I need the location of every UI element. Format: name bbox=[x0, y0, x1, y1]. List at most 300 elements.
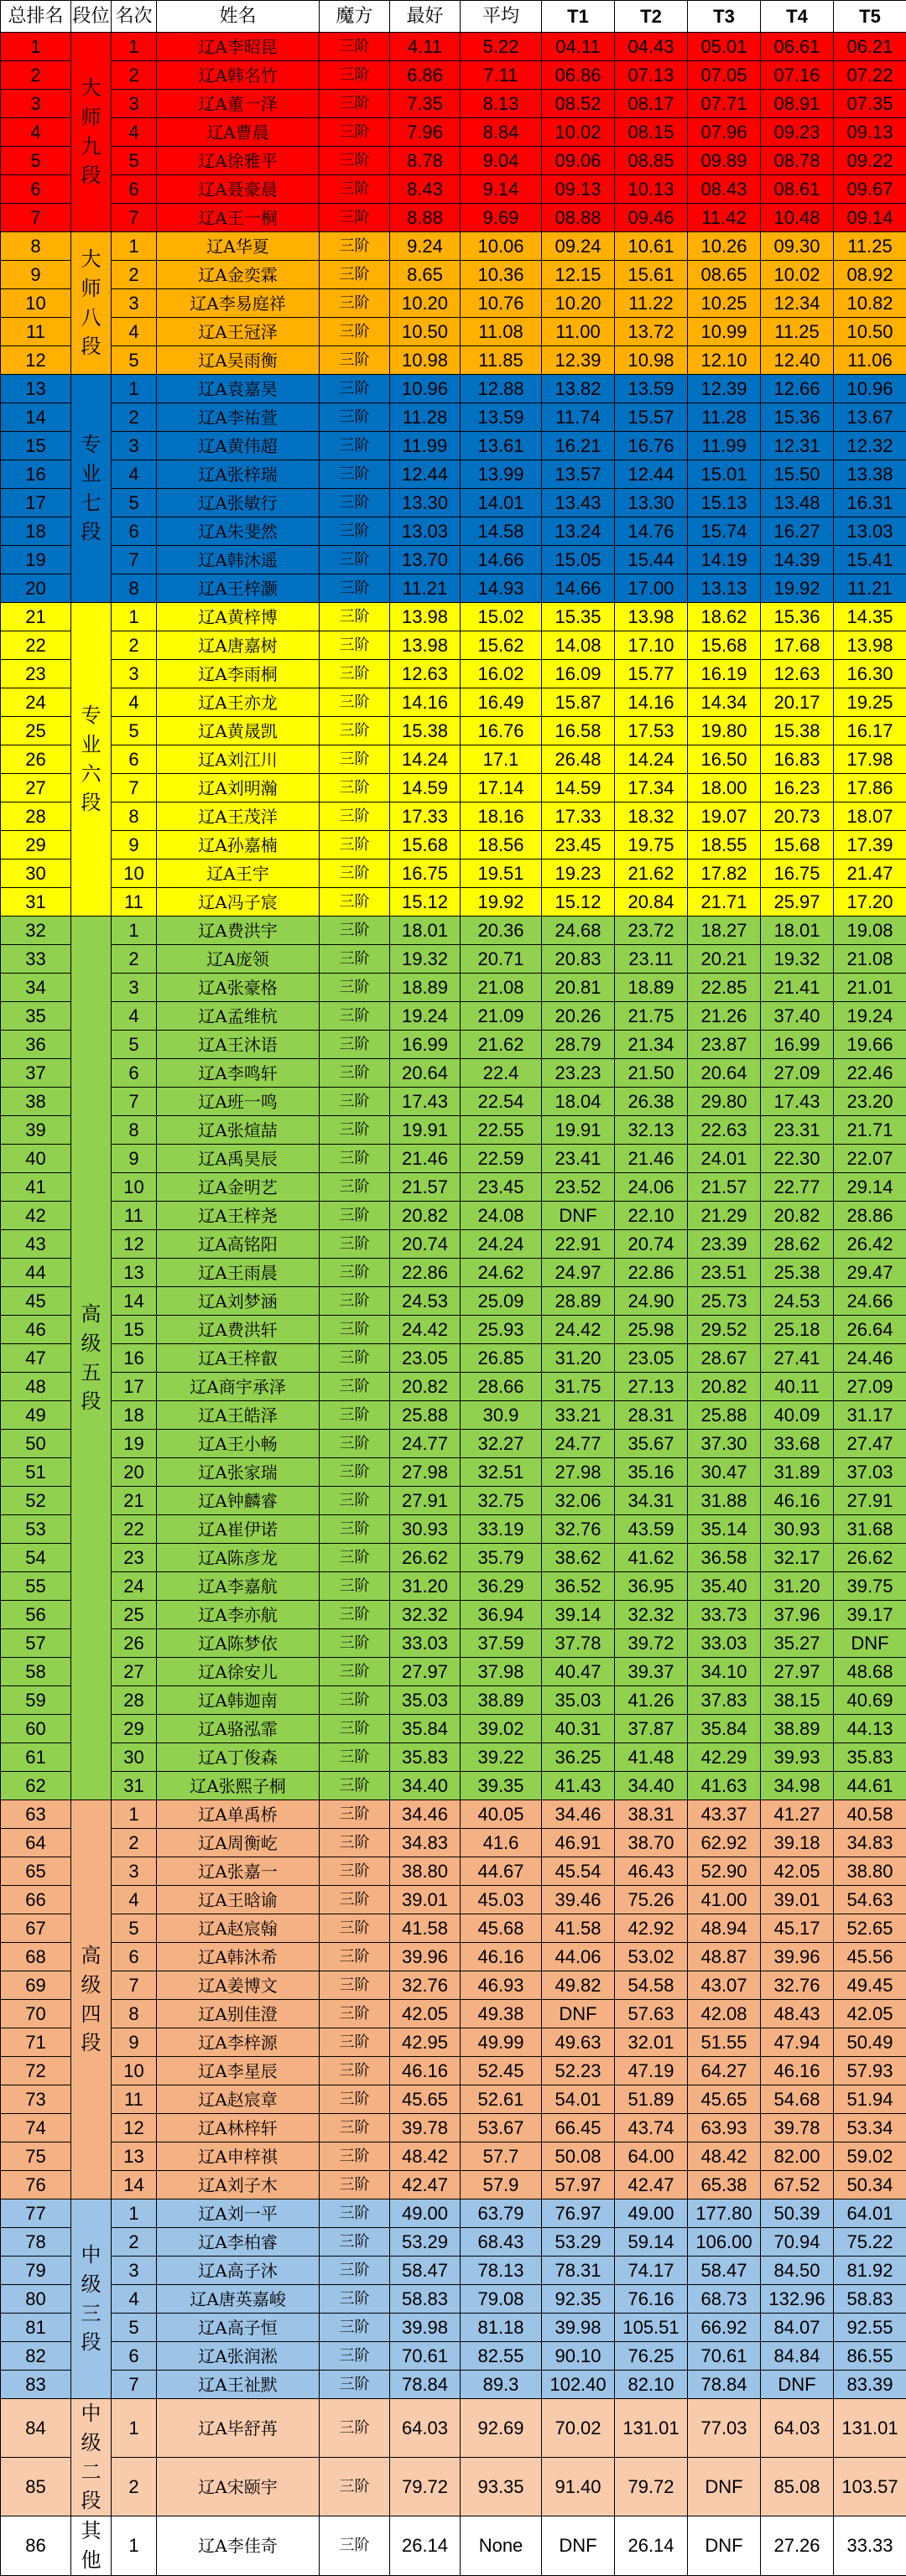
cell-t3: 35.84 bbox=[688, 1715, 761, 1743]
tier-label bbox=[71, 232, 112, 375]
cell-puzzle: 三阶 bbox=[320, 2516, 390, 2576]
cell-best: 24.77 bbox=[390, 1430, 461, 1458]
cell-name: 辽A李易庭祥 bbox=[157, 289, 320, 318]
table-row bbox=[1, 860, 906, 888]
cell-puzzle: 三阶 bbox=[320, 517, 390, 546]
cell-t1: 92.35 bbox=[542, 2285, 615, 2314]
tier-label bbox=[71, 2516, 112, 2576]
cell-place: 3 bbox=[112, 289, 157, 318]
table-row bbox=[1, 2085, 906, 2114]
cell-t1: 40.31 bbox=[542, 1715, 615, 1743]
cell-name: 辽A林梓轩 bbox=[157, 2114, 320, 2142]
cell-best: 11.28 bbox=[390, 403, 461, 432]
cell-average: 24.08 bbox=[461, 1202, 542, 1230]
cell-name: 辽A孟维杭 bbox=[157, 1002, 320, 1031]
header-average: 平均 bbox=[461, 1, 542, 33]
cell-puzzle: 三阶 bbox=[320, 1173, 390, 1202]
cell-puzzle: 三阶 bbox=[320, 2399, 390, 2458]
cell-t5: 39.17 bbox=[834, 1601, 906, 1629]
cell-overall-rank: 59 bbox=[1, 1686, 71, 1715]
cell-name: 辽A唐英嘉峻 bbox=[157, 2285, 320, 2314]
cell-t1: 36.52 bbox=[542, 1572, 615, 1601]
cell-t5: 17.86 bbox=[834, 774, 906, 802]
cell-t5: 27.91 bbox=[834, 1487, 906, 1515]
cell-average: 17.14 bbox=[461, 774, 542, 802]
cell-name: 辽A韩沐希 bbox=[157, 1943, 320, 1971]
cell-average: 39.02 bbox=[461, 1715, 542, 1743]
cell-t1: 49.63 bbox=[542, 2028, 615, 2057]
cell-name: 辽A王一桐 bbox=[157, 204, 320, 232]
cell-average: 10.06 bbox=[461, 232, 542, 261]
cell-t1: 24.68 bbox=[542, 917, 615, 945]
table-row bbox=[1, 974, 906, 1002]
cell-best: 32.76 bbox=[390, 1971, 461, 2000]
cell-t1: 16.58 bbox=[542, 717, 615, 745]
cell-name: 辽A刘一平 bbox=[157, 2199, 320, 2228]
cell-t1: 45.54 bbox=[542, 1857, 615, 1886]
cell-name: 辽A高子恒 bbox=[157, 2314, 320, 2342]
cell-name: 辽A李佳奇 bbox=[157, 2516, 320, 2576]
cell-t5: 08.92 bbox=[834, 261, 906, 289]
cell-name: 辽A徐雅平 bbox=[157, 147, 320, 175]
cell-t5: 09.14 bbox=[834, 204, 906, 232]
cell-best: 64.03 bbox=[390, 2399, 461, 2458]
cell-puzzle: 三阶 bbox=[320, 1230, 390, 1259]
cell-t3: 20.64 bbox=[688, 1059, 761, 1088]
cell-t3: 15.01 bbox=[688, 460, 761, 489]
cell-best: 34.46 bbox=[390, 1800, 461, 1829]
cell-t5: 39.75 bbox=[834, 1572, 906, 1601]
cell-puzzle: 三阶 bbox=[320, 1401, 390, 1430]
table-row bbox=[1, 1601, 906, 1629]
cell-t3: 15.74 bbox=[688, 517, 761, 546]
cell-puzzle: 三阶 bbox=[320, 1031, 390, 1059]
cell-puzzle: 三阶 bbox=[320, 1259, 390, 1287]
table-row bbox=[1, 802, 906, 831]
cell-t5: 10.82 bbox=[834, 289, 906, 318]
cell-t3: 48.42 bbox=[688, 2142, 761, 2171]
cell-name: 辽A黄伟超 bbox=[157, 432, 320, 460]
cell-average: 30.9 bbox=[461, 1401, 542, 1430]
cell-t3: 21.26 bbox=[688, 1002, 761, 1031]
cell-t1: DNF bbox=[542, 1202, 615, 1230]
cell-t2: 18.32 bbox=[615, 802, 688, 831]
cell-t5: 11.25 bbox=[834, 232, 906, 261]
cell-overall-rank: 70 bbox=[1, 2000, 71, 2028]
cell-t1: 27.98 bbox=[542, 1458, 615, 1487]
cell-best: 18.89 bbox=[390, 974, 461, 1002]
cell-t5: 26.64 bbox=[834, 1316, 906, 1344]
cell-t5: 17.98 bbox=[834, 745, 906, 774]
cell-puzzle: 三阶 bbox=[320, 1572, 390, 1601]
cell-t3: 07.96 bbox=[688, 118, 761, 147]
cell-t5: 50.34 bbox=[834, 2171, 906, 2199]
cell-t3: 09.89 bbox=[688, 147, 761, 175]
cell-puzzle: 三阶 bbox=[320, 118, 390, 147]
cell-t4: 27.09 bbox=[761, 1059, 834, 1088]
cell-name: 辽A王亦龙 bbox=[157, 688, 320, 717]
cell-average: 38.89 bbox=[461, 1686, 542, 1715]
cell-t2: 42.47 bbox=[615, 2171, 688, 2199]
cell-t4: 84.50 bbox=[761, 2257, 834, 2285]
cell-name: 辽A宋颐宇 bbox=[157, 2458, 320, 2516]
cell-average: 15.02 bbox=[461, 603, 542, 631]
header-name: 姓名 bbox=[157, 1, 320, 33]
cell-place: 31 bbox=[112, 1772, 157, 1800]
cell-name: 辽A袁嘉昊 bbox=[157, 375, 320, 403]
cell-name: 辽A冯子宸 bbox=[157, 888, 320, 917]
cell-name: 辽A黄梓博 bbox=[157, 603, 320, 631]
cell-best: 13.30 bbox=[390, 489, 461, 517]
cell-t1: 11.00 bbox=[542, 318, 615, 346]
tier-label-char: 大 bbox=[79, 245, 104, 274]
cell-name: 辽A赵宸章 bbox=[157, 2085, 320, 2114]
cell-puzzle: 三阶 bbox=[320, 489, 390, 517]
cell-best: 53.29 bbox=[390, 2228, 461, 2257]
cell-place: 30 bbox=[112, 1743, 157, 1772]
table-row bbox=[1, 289, 906, 318]
cell-name: 辽A刘江川 bbox=[157, 745, 320, 774]
cell-overall-rank: 52 bbox=[1, 1487, 71, 1515]
cell-t3: 43.37 bbox=[688, 1800, 761, 1829]
cell-average: 20.36 bbox=[461, 917, 542, 945]
cell-t4: 85.08 bbox=[761, 2458, 834, 2516]
cell-puzzle: 三阶 bbox=[320, 945, 390, 974]
cell-overall-rank: 58 bbox=[1, 1658, 71, 1686]
cell-t4: 28.62 bbox=[761, 1230, 834, 1259]
cell-overall-rank: 77 bbox=[1, 2199, 71, 2228]
cell-average: 52.45 bbox=[461, 2057, 542, 2085]
cell-name: 辽A王皓泽 bbox=[157, 1401, 320, 1430]
header-place: 名次 bbox=[112, 1, 157, 33]
table-row bbox=[1, 1772, 906, 1800]
cell-t4: 10.48 bbox=[761, 204, 834, 232]
cell-t1: 14.08 bbox=[542, 631, 615, 660]
cell-t2: 21.46 bbox=[615, 1145, 688, 1173]
cell-name: 辽A王茂洋 bbox=[157, 802, 320, 831]
cell-place: 12 bbox=[112, 2114, 157, 2142]
cell-best: 45.65 bbox=[390, 2085, 461, 2114]
cell-name: 辽A张煊喆 bbox=[157, 1116, 320, 1145]
cell-overall-rank: 31 bbox=[1, 888, 71, 917]
cell-average: 10.76 bbox=[461, 289, 542, 318]
tier-label bbox=[71, 375, 112, 603]
cell-puzzle: 三阶 bbox=[320, 318, 390, 346]
cell-t2: 25.98 bbox=[615, 1316, 688, 1344]
table-row bbox=[1, 1259, 906, 1287]
cell-place: 6 bbox=[112, 1059, 157, 1088]
cell-t3: 12.10 bbox=[688, 346, 761, 375]
cell-place: 7 bbox=[112, 2371, 157, 2399]
cell-name: 辽A骆泓霏 bbox=[157, 1715, 320, 1743]
cell-puzzle: 三阶 bbox=[320, 1145, 390, 1173]
cell-t3: 21.29 bbox=[688, 1202, 761, 1230]
cell-t1: 78.31 bbox=[542, 2257, 615, 2285]
cell-best: 7.35 bbox=[390, 90, 461, 118]
cell-t4: 27.41 bbox=[761, 1344, 834, 1373]
cell-t2: 17.53 bbox=[615, 717, 688, 745]
tier-label-char: 级 bbox=[79, 2428, 104, 2458]
cell-puzzle: 三阶 bbox=[320, 831, 390, 860]
cell-t2: 36.95 bbox=[615, 1572, 688, 1601]
tier-label bbox=[71, 1800, 112, 2199]
tier-label-char: 中 bbox=[79, 2241, 104, 2270]
cell-name: 辽A费洪宇 bbox=[157, 917, 320, 945]
cell-place: 1 bbox=[112, 1800, 157, 1829]
cell-t5: 19.66 bbox=[834, 1031, 906, 1059]
cell-t2: 12.44 bbox=[615, 460, 688, 489]
cell-name: 辽A李亦航 bbox=[157, 1601, 320, 1629]
cell-overall-rank: 48 bbox=[1, 1373, 71, 1401]
cell-t4: 37.40 bbox=[761, 1002, 834, 1031]
cell-t1: 37.78 bbox=[542, 1629, 615, 1658]
cell-best: 19.91 bbox=[390, 1116, 461, 1145]
cell-t3: 23.51 bbox=[688, 1259, 761, 1287]
table-row bbox=[1, 1458, 906, 1487]
cell-place: 4 bbox=[112, 318, 157, 346]
cell-t4: 82.00 bbox=[761, 2142, 834, 2171]
cell-overall-rank: 83 bbox=[1, 2371, 71, 2399]
table-row bbox=[1, 232, 906, 261]
table-row bbox=[1, 204, 906, 232]
cell-t5: 13.03 bbox=[834, 517, 906, 546]
cell-puzzle: 三阶 bbox=[320, 1373, 390, 1401]
tier-label-char: 段 bbox=[79, 788, 104, 818]
cell-t4: 39.18 bbox=[761, 1829, 834, 1857]
header-t1: T1 bbox=[542, 1, 615, 33]
cell-average: 63.79 bbox=[461, 2199, 542, 2228]
cell-t3: 177.80 bbox=[688, 2199, 761, 2228]
cell-t3: 52.90 bbox=[688, 1857, 761, 1886]
cell-t4: 10.02 bbox=[761, 261, 834, 289]
table-row bbox=[1, 1202, 906, 1230]
cell-t3: 43.07 bbox=[688, 1971, 761, 2000]
cell-t1: 10.20 bbox=[542, 289, 615, 318]
cell-best: 42.47 bbox=[390, 2171, 461, 2199]
header-puzzle: 魔方 bbox=[320, 1, 390, 33]
cell-overall-rank: 67 bbox=[1, 1914, 71, 1943]
cell-name: 辽A班一鸣 bbox=[157, 1088, 320, 1116]
cell-place: 4 bbox=[112, 118, 157, 147]
cell-t3: 58.47 bbox=[688, 2257, 761, 2285]
cell-t5: 29.14 bbox=[834, 1173, 906, 1202]
cell-t1: 76.97 bbox=[542, 2199, 615, 2228]
cell-t1: 91.40 bbox=[542, 2458, 615, 2516]
cell-t3: 10.25 bbox=[688, 289, 761, 318]
cell-name: 辽A陈彦龙 bbox=[157, 1544, 320, 1572]
cell-t1: 09.06 bbox=[542, 147, 615, 175]
table-row bbox=[1, 1857, 906, 1886]
cell-t5: 21.71 bbox=[834, 1116, 906, 1145]
cell-place: 7 bbox=[112, 774, 157, 802]
cell-best: 4.11 bbox=[390, 33, 461, 61]
cell-t5: 09.13 bbox=[834, 118, 906, 147]
cell-t1: 20.81 bbox=[542, 974, 615, 1002]
cell-t4: 27.97 bbox=[761, 1658, 834, 1686]
cell-overall-rank: 42 bbox=[1, 1202, 71, 1230]
cell-overall-rank: 3 bbox=[1, 90, 71, 118]
cell-puzzle: 三阶 bbox=[320, 2371, 390, 2399]
cell-name: 辽A张梓瑞 bbox=[157, 460, 320, 489]
cell-puzzle: 三阶 bbox=[320, 917, 390, 945]
cell-name: 辽A高子沐 bbox=[157, 2257, 320, 2285]
cell-puzzle: 三阶 bbox=[320, 2342, 390, 2371]
cell-average: 57.7 bbox=[461, 2142, 542, 2171]
cell-best: 49.00 bbox=[390, 2199, 461, 2228]
cell-place: 4 bbox=[112, 688, 157, 717]
table-row bbox=[1, 2142, 906, 2171]
cell-puzzle: 三阶 bbox=[320, 375, 390, 403]
cell-place: 5 bbox=[112, 147, 157, 175]
cell-puzzle: 三阶 bbox=[320, 1059, 390, 1088]
cell-t4: 64.03 bbox=[761, 2399, 834, 2458]
tier-label-char: 师 bbox=[79, 103, 104, 132]
cell-t4: 54.68 bbox=[761, 2085, 834, 2114]
cell-t5: 64.01 bbox=[834, 2199, 906, 2228]
cell-overall-rank: 51 bbox=[1, 1458, 71, 1487]
cell-puzzle: 三阶 bbox=[320, 745, 390, 774]
cell-puzzle: 三阶 bbox=[320, 2085, 390, 2114]
cell-t2: 15.57 bbox=[615, 403, 688, 432]
cell-t2: 43.74 bbox=[615, 2114, 688, 2142]
cell-average: 32.27 bbox=[461, 1430, 542, 1458]
cell-average: 49.99 bbox=[461, 2028, 542, 2057]
cell-t5: 49.45 bbox=[834, 1971, 906, 2000]
cell-t3: 51.55 bbox=[688, 2028, 761, 2057]
cell-best: 35.03 bbox=[390, 1686, 461, 1715]
cell-average: 33.19 bbox=[461, 1515, 542, 1544]
cell-puzzle: 三阶 bbox=[320, 2142, 390, 2171]
tier-label bbox=[71, 33, 112, 232]
cell-overall-rank: 5 bbox=[1, 147, 71, 175]
cell-overall-rank: 79 bbox=[1, 2257, 71, 2285]
cell-place: 3 bbox=[112, 974, 157, 1002]
cell-t2: 76.25 bbox=[615, 2342, 688, 2371]
cell-t2: 13.30 bbox=[615, 489, 688, 517]
cell-best: 8.65 bbox=[390, 261, 461, 289]
cell-overall-rank: 84 bbox=[1, 2399, 71, 2458]
cell-average: 93.35 bbox=[461, 2458, 542, 2516]
cell-t1: 16.21 bbox=[542, 432, 615, 460]
cell-t1: 16.09 bbox=[542, 660, 615, 688]
cell-t2: 57.63 bbox=[615, 2000, 688, 2028]
cell-t1: 15.05 bbox=[542, 546, 615, 574]
cell-t2: 41.26 bbox=[615, 1686, 688, 1715]
cell-t4: 84.07 bbox=[761, 2314, 834, 2342]
cell-puzzle: 三阶 bbox=[320, 1316, 390, 1344]
cell-t1: 39.98 bbox=[542, 2314, 615, 2342]
table-row bbox=[1, 688, 906, 717]
cell-name: 辽A孙嘉楠 bbox=[157, 831, 320, 860]
cell-t5: 40.69 bbox=[834, 1686, 906, 1715]
tier-label-char: 高 bbox=[79, 1941, 104, 1971]
cell-name: 辽A黄晟凯 bbox=[157, 717, 320, 745]
cell-average: 57.9 bbox=[461, 2171, 542, 2199]
table-row bbox=[1, 1230, 906, 1259]
table-row bbox=[1, 1800, 906, 1829]
cell-t3: 19.80 bbox=[688, 717, 761, 745]
cell-t3: 106.00 bbox=[688, 2228, 761, 2257]
cell-best: 46.16 bbox=[390, 2057, 461, 2085]
tier-label-char: 他 bbox=[79, 2546, 104, 2575]
cell-t3: 19.07 bbox=[688, 802, 761, 831]
cell-t5: 59.02 bbox=[834, 2142, 906, 2171]
cell-best: 23.05 bbox=[390, 1344, 461, 1373]
cell-average: 19.51 bbox=[461, 860, 542, 888]
cell-overall-rank: 44 bbox=[1, 1259, 71, 1287]
cell-name: 辽A丁俊森 bbox=[157, 1743, 320, 1772]
cell-average: 11.08 bbox=[461, 318, 542, 346]
cell-t1: 18.04 bbox=[542, 1088, 615, 1116]
cell-puzzle: 三阶 bbox=[320, 1914, 390, 1943]
cell-best: 14.24 bbox=[390, 745, 461, 774]
cell-place: 5 bbox=[112, 489, 157, 517]
cell-place: 4 bbox=[112, 2285, 157, 2314]
cell-t3: 66.92 bbox=[688, 2314, 761, 2342]
cell-t4: 12.34 bbox=[761, 289, 834, 318]
cell-average: 37.59 bbox=[461, 1629, 542, 1658]
cell-t3: 37.83 bbox=[688, 1686, 761, 1715]
cell-overall-rank: 74 bbox=[1, 2114, 71, 2142]
cell-t5: 09.22 bbox=[834, 147, 906, 175]
cell-t4: 16.27 bbox=[761, 517, 834, 546]
table-row bbox=[1, 660, 906, 688]
cell-t2: 18.89 bbox=[615, 974, 688, 1002]
cell-t3: 21.57 bbox=[688, 1173, 761, 1202]
table-row bbox=[1, 1116, 906, 1145]
cell-puzzle: 三阶 bbox=[320, 1002, 390, 1031]
cell-puzzle: 三阶 bbox=[320, 1544, 390, 1572]
cell-t1: DNF bbox=[542, 2516, 615, 2576]
table-row bbox=[1, 917, 906, 945]
cell-average: 79.08 bbox=[461, 2285, 542, 2314]
cell-place: 1 bbox=[112, 375, 157, 403]
table-row bbox=[1, 2228, 906, 2257]
cell-t2: 82.10 bbox=[615, 2371, 688, 2399]
cell-t3: 25.73 bbox=[688, 1287, 761, 1316]
cell-t1: 15.12 bbox=[542, 888, 615, 917]
cell-place: 1 bbox=[112, 2399, 157, 2458]
cell-overall-rank: 2 bbox=[1, 61, 71, 90]
cell-place: 10 bbox=[112, 860, 157, 888]
table-row bbox=[1, 90, 906, 118]
cell-overall-rank: 68 bbox=[1, 1943, 71, 1971]
cell-t3: 22.85 bbox=[688, 974, 761, 1002]
cell-average: 5.22 bbox=[461, 33, 542, 61]
cell-t5: 14.35 bbox=[834, 603, 906, 631]
table-row bbox=[1, 1031, 906, 1059]
table-row bbox=[1, 346, 906, 375]
cell-t3: 13.13 bbox=[688, 574, 761, 603]
cell-puzzle: 三阶 bbox=[320, 1601, 390, 1629]
cell-puzzle: 三阶 bbox=[320, 2257, 390, 2285]
cell-name: 辽A高铭阳 bbox=[157, 1230, 320, 1259]
cell-place: 13 bbox=[112, 1259, 157, 1287]
cell-t1: 44.06 bbox=[542, 1943, 615, 1971]
cell-overall-rank: 50 bbox=[1, 1430, 71, 1458]
cell-overall-rank: 38 bbox=[1, 1088, 71, 1116]
cell-t3: 29.80 bbox=[688, 1088, 761, 1116]
table-row bbox=[1, 1629, 906, 1658]
cell-t4: 25.18 bbox=[761, 1316, 834, 1344]
cell-t4: 19.32 bbox=[761, 945, 834, 974]
cell-average: 45.03 bbox=[461, 1886, 542, 1914]
cell-average: 10.36 bbox=[461, 261, 542, 289]
cell-name: 辽A韩沐遥 bbox=[157, 546, 320, 574]
cell-average: 24.24 bbox=[461, 1230, 542, 1259]
cell-t2: 21.62 bbox=[615, 860, 688, 888]
tier-label-char: 段 bbox=[79, 1387, 104, 1416]
